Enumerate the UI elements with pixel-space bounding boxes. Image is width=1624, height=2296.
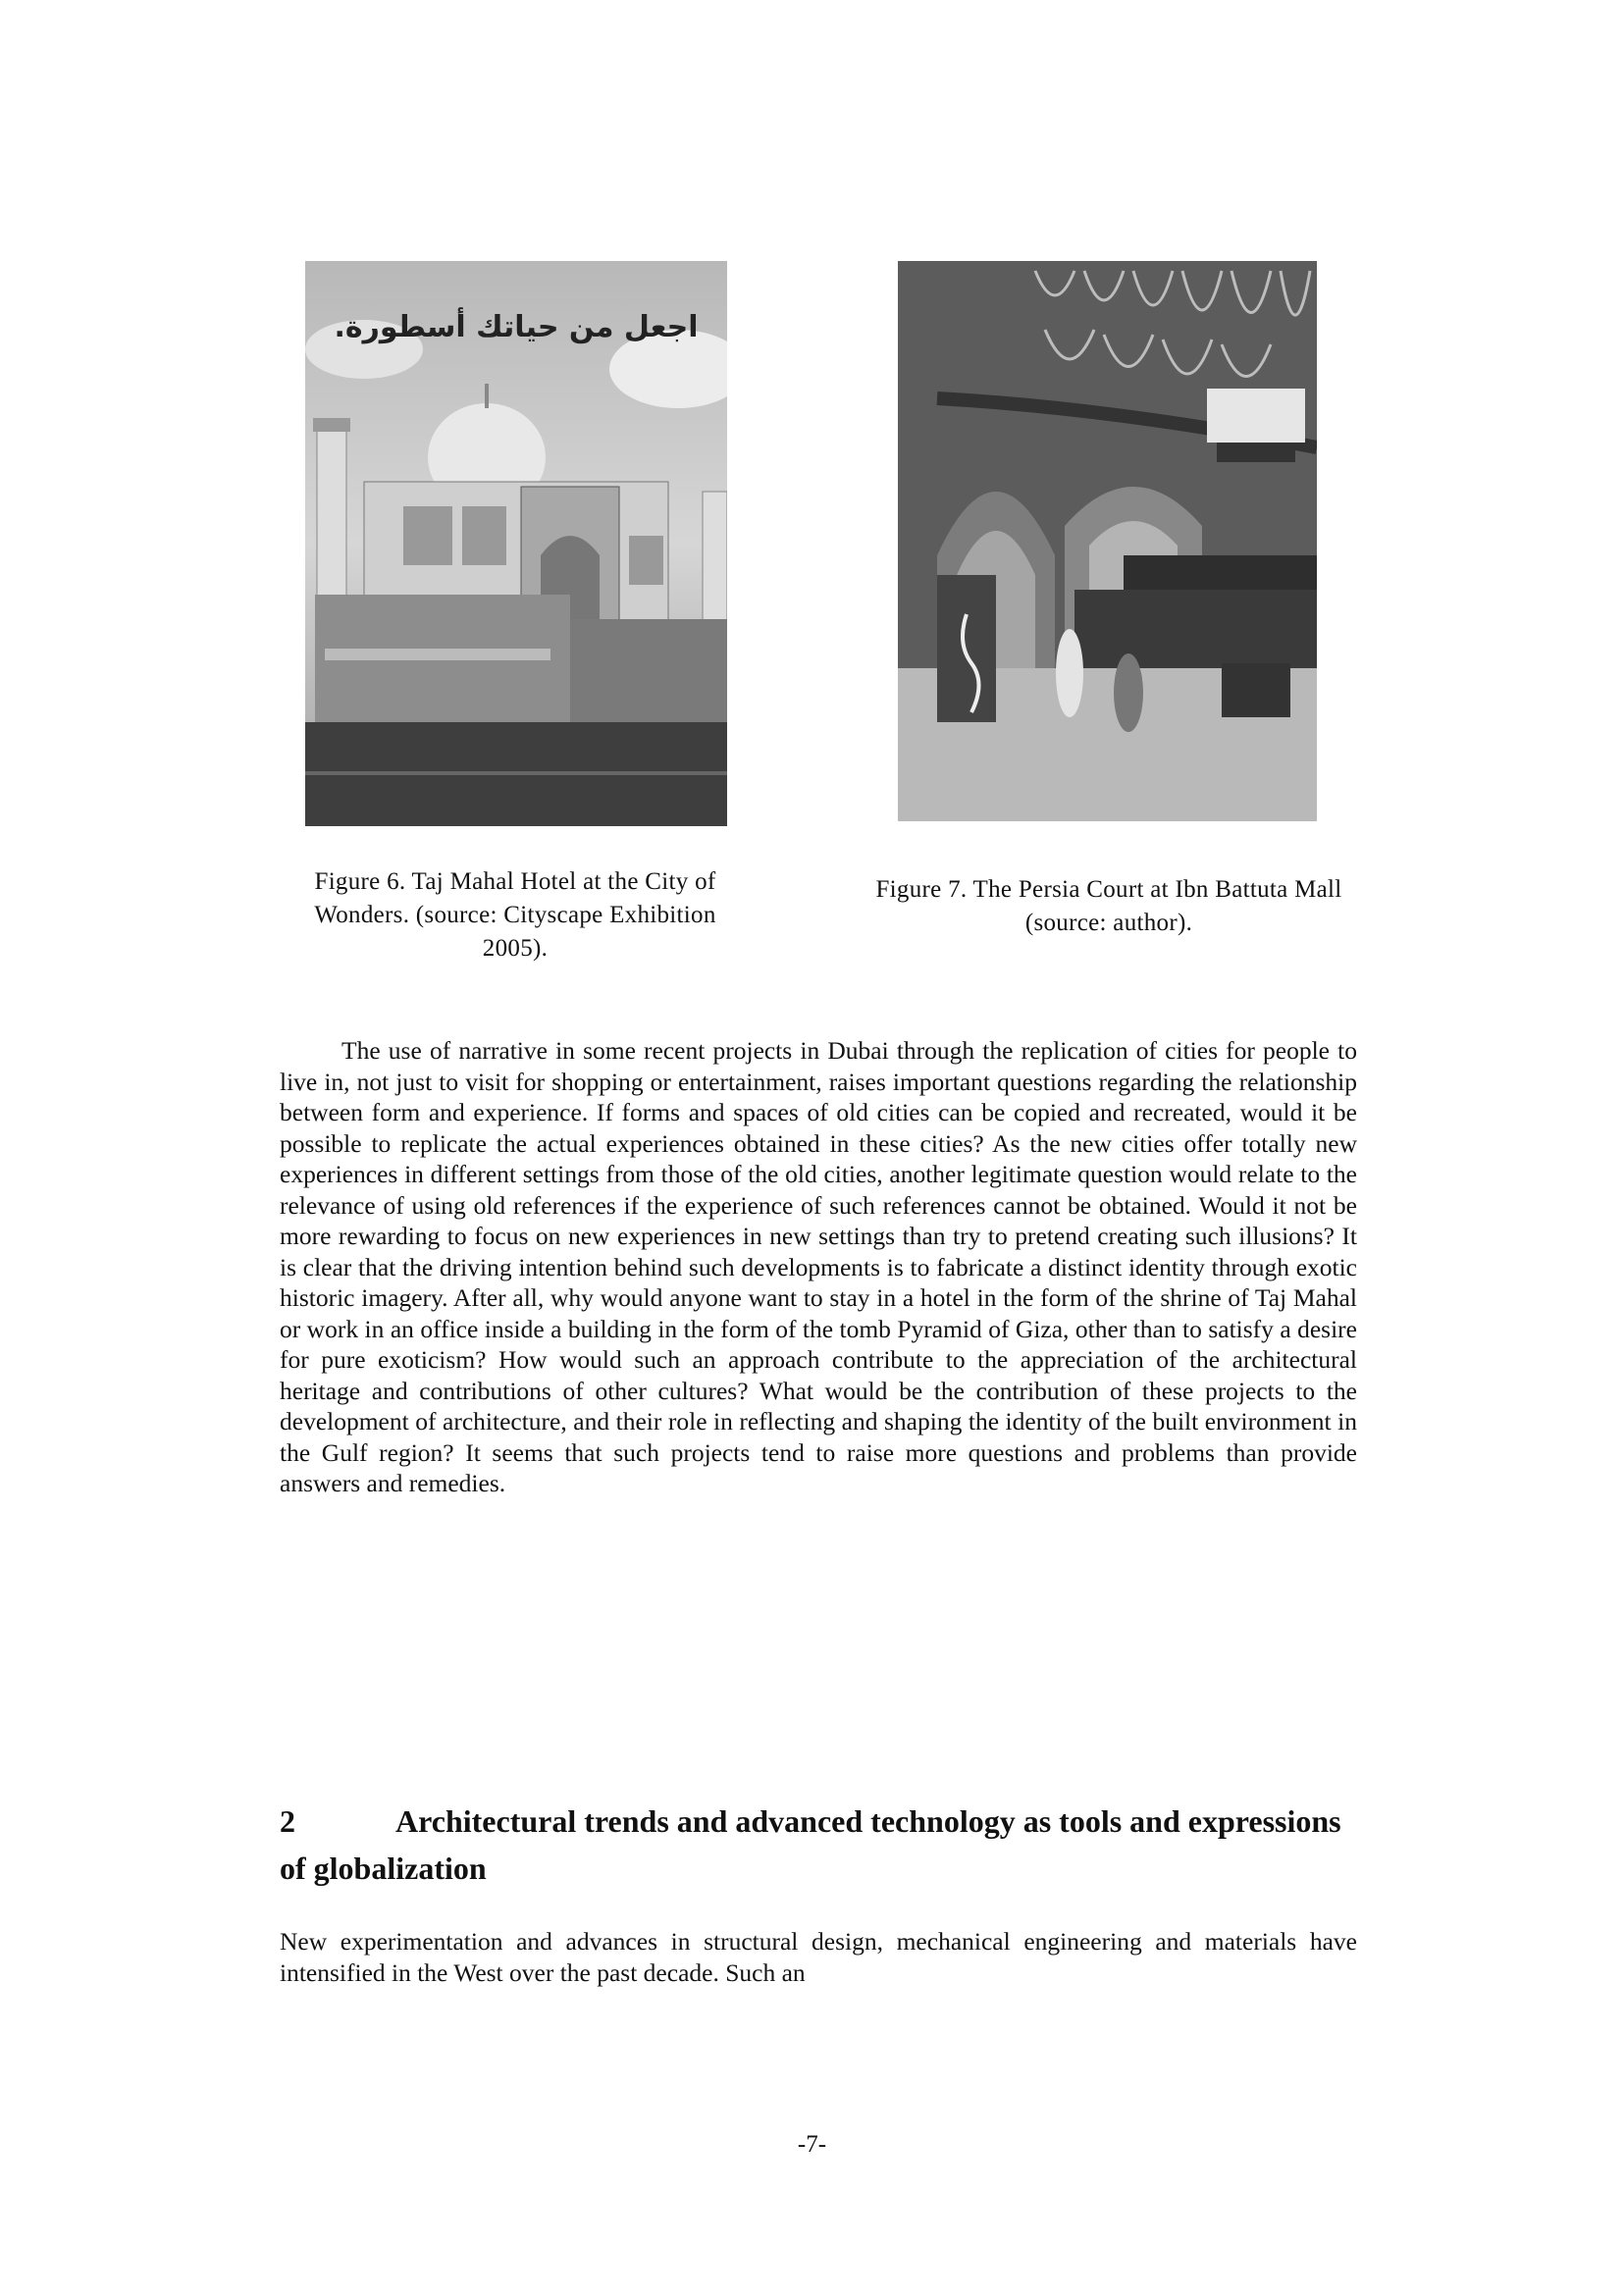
body-paragraph-1: The use of narrative in some recent projects in Dubai through the replication of cities for people to live in, not just to visit for shopping or entertainment, raises important questions regarding the relationship between form and experience. If forms and spaces of old cities can be copied and recreated, would it be possible to replicate the actual experiences obtained in these cities? As the new cities offer totally new experiences in different settings from those of the old cities, another legitimate question would relate to the relevance of using old references if the experience of such references cannot be obtained. Would it not be more rewarding to focus on new experiences in new settings than try to pretend creating such illusions? It is clear that the driving intention behind such developments is to fabricate a distinct identity through exotic historic imagery. After all, why would anyone want to stay in a hotel in the form of the shrine of Taj Mahal or work in an office inside a building in the form of the tomb Pyramid of Giza, other than to satisfy a desire for pure exoticism? How would such an approach contribute to the appreciation of the architectural heritage and contributions of other cultures? What would be the contribution of these projects to the development of architecture, and their role in reflecting and shaping the identity of the built environment in the Gulf region? It seems that such projects tend to raise more questions and problems than provide answers and remedies. — [280, 1036, 1357, 1497]
figure-7-image — [898, 261, 1317, 821]
figure-7-caption: Figure 7. The Persia Court at Ibn Battuta Mall (source: author). — [875, 876, 1342, 936]
persia-court-photo — [898, 261, 1317, 821]
page-number: -7- — [797, 2131, 827, 2158]
section-title: Architectural trends and advanced technology as tools and expressions of globalization — [280, 1803, 1341, 1886]
section-heading — [280, 1798, 1357, 1892]
body-paragraph-2: New experimentation and advances in structural design, mechanical engineering and materials have intensified in the West over the past decade. Such an — [280, 1927, 1357, 1987]
figure-6-overlay-text: اجعل من حياتك أسطورة. — [334, 310, 699, 344]
taj-mahal-hotel-photo — [305, 261, 727, 826]
figure-6-image — [305, 261, 727, 826]
section-number: 2 — [280, 1803, 295, 1839]
figure-6-caption: Figure 6. Taj Mahal Hotel at the City of Wonders. (source: Cityscape Exhibition 2005). — [314, 868, 716, 962]
